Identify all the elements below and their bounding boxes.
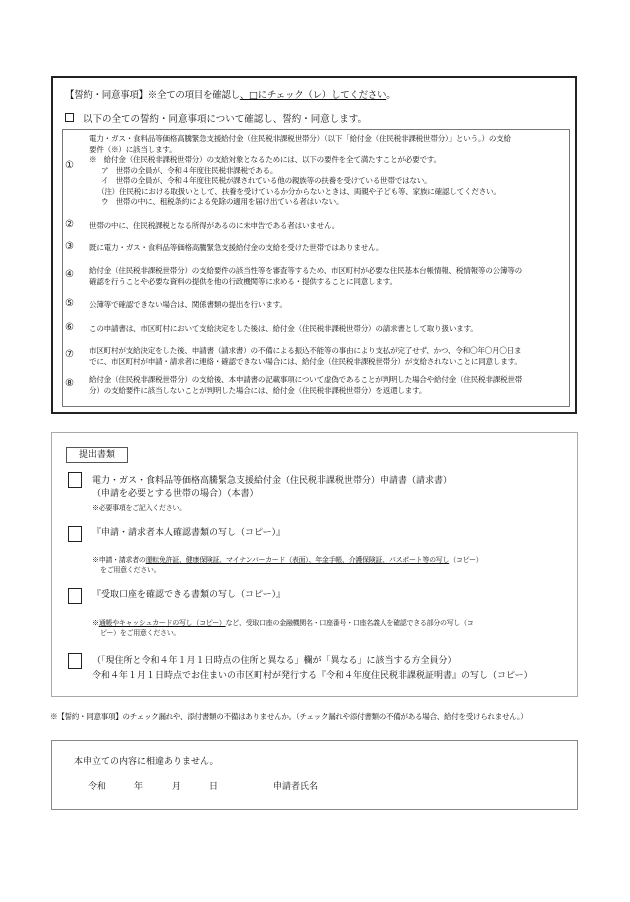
declaration-text: 本申立ての内容に相違ありません。 bbox=[74, 757, 219, 767]
document-bank-copy-checkbox[interactable] bbox=[68, 588, 82, 604]
signature-section bbox=[51, 740, 578, 810]
date-month-label[interactable]: 月 bbox=[172, 782, 182, 792]
documents-section: 提出書類 電力・ガス・食料品等価格高騰緊急支援給付金（住民税非課税世帯分）申請書（請求書） （申請を必要とする世帯の場合）（本書） ※必要事項をご記入ください。 『申請・請求者本人確認書類の写し（コピー）』 ※申請・請求者の運転免許証、健康保険証、マイナンバーカード（表面）、年金手帳、介護保険証、パスポート等の写し（コピー） をご用意ください。 『受取口座を確認できる書類の写し（コピー）』 ※通帳やキャッシュカードの写し（コピー）など、受取口座の金融機関名・口座番号・口座名義人を確認できる部分の写し（コ ピー）をご用意ください。 （「現住所と令和４年１月１日時点の住所と異なる」欄が「異なる」に該当する方全員分） 令和４年１月１日時点でお住まいの市区町村が発行する『令和４年度住民税非課税証明書』の写し（コピー） bbox=[51, 432, 578, 697]
document-application-checkbox[interactable] bbox=[68, 472, 82, 488]
date-era: 令和 bbox=[88, 782, 107, 792]
document-id-copy-checkbox[interactable] bbox=[68, 526, 82, 542]
agree-all-label: 以下の全ての誓約・同意事項について確認し、誓約・同意します。 bbox=[83, 114, 368, 125]
consent-items-box: ① 電力・ガス・食料品等価格高騰緊急支援給付金（住民税非課税世帯分）（以下「給付金（住民税非課税世帯分）」という。）の支給 要件（※）に該当します。 ※ 給付金（住民税非課税世帯分）の支給対象となるためには、以下の要件を全て満たすことが必要です。 ア 世帯の全員が、令和４年度住民税非課税である。 イ 世帯の全員が、令和４年度住民税が課されている他の親族等の扶養を受けている世帯ではない。 （注）住民税における取扱いとして、扶養を受けているか分からないときは、両親や子ども等、家族に確認してください。 ウ 世帯の中に、租税条約による免除の適用を届け出ている者はいない。 ② 世帯の中に、住民税課税となる所得があるのに未申告である者はいません。 ③ 既に電力・ガス・食料品等価格高騰緊急支援給付金の支給を受けた世帯ではありません。 ④ 給付金（住民税非課税世帯分）の支給要件の該当性等を審査等するため、市区町村が必要な住民基本台帳情報、税情報等の公簿等の 確認を行うことや必要な資料の提供を他の行政機関等に求める・提供することに同意します。 ⑤ 公簿等で確認できない場合は、関係書類の提出を行います。 ⑥ この申請書は、市区町村において支給決定をした後は、給付金（住民税非課税世帯分）の請求書として取り扱います。 ⑦ 市区町村が支給決定をした後、申請書（請求書）の不備による振込不能等の事由により支払が完了せず、かつ、令和〇年〇月〇日ま でに、市区町村が申請・請求者に連絡・確認できない場合には、給付金（住民税非課税世帯分）が支給されないことに同意します。 ⑧ 給付金（住民税非課税世帯分）の支給後、本申請書の記載事項について虚偽であることが判明した場合や給付金（住民税非課税世帯 分）の支給要件に該当しないことが判明した場合には、給付金（住民税非課税世帯分）を返還します。 bbox=[62, 129, 570, 407]
checklist-footnote: ※【誓約・同意事項】のチェック漏れや、添付書類の不備はありませんか。（チェック漏れや添付書類の不備がある場合、給付を受けられません。） bbox=[50, 712, 528, 721]
document-tax-certificate-checkbox[interactable] bbox=[68, 653, 82, 669]
consent-section bbox=[51, 76, 577, 414]
agree-all-checkbox[interactable] bbox=[65, 113, 74, 122]
applicant-name-label[interactable]: 申請者氏名 bbox=[273, 782, 319, 792]
agree-all-row[interactable] bbox=[65, 111, 367, 125]
documents-label: 提出書類 bbox=[66, 447, 128, 463]
consent-title: 【誓約・同意事項】※全ての項目を確認し、□にチェック（レ）してください。 bbox=[65, 90, 396, 101]
date-year-label[interactable]: 年 bbox=[134, 782, 144, 792]
date-day-label[interactable]: 日 bbox=[209, 782, 219, 792]
item-number: ① bbox=[65, 160, 74, 171]
